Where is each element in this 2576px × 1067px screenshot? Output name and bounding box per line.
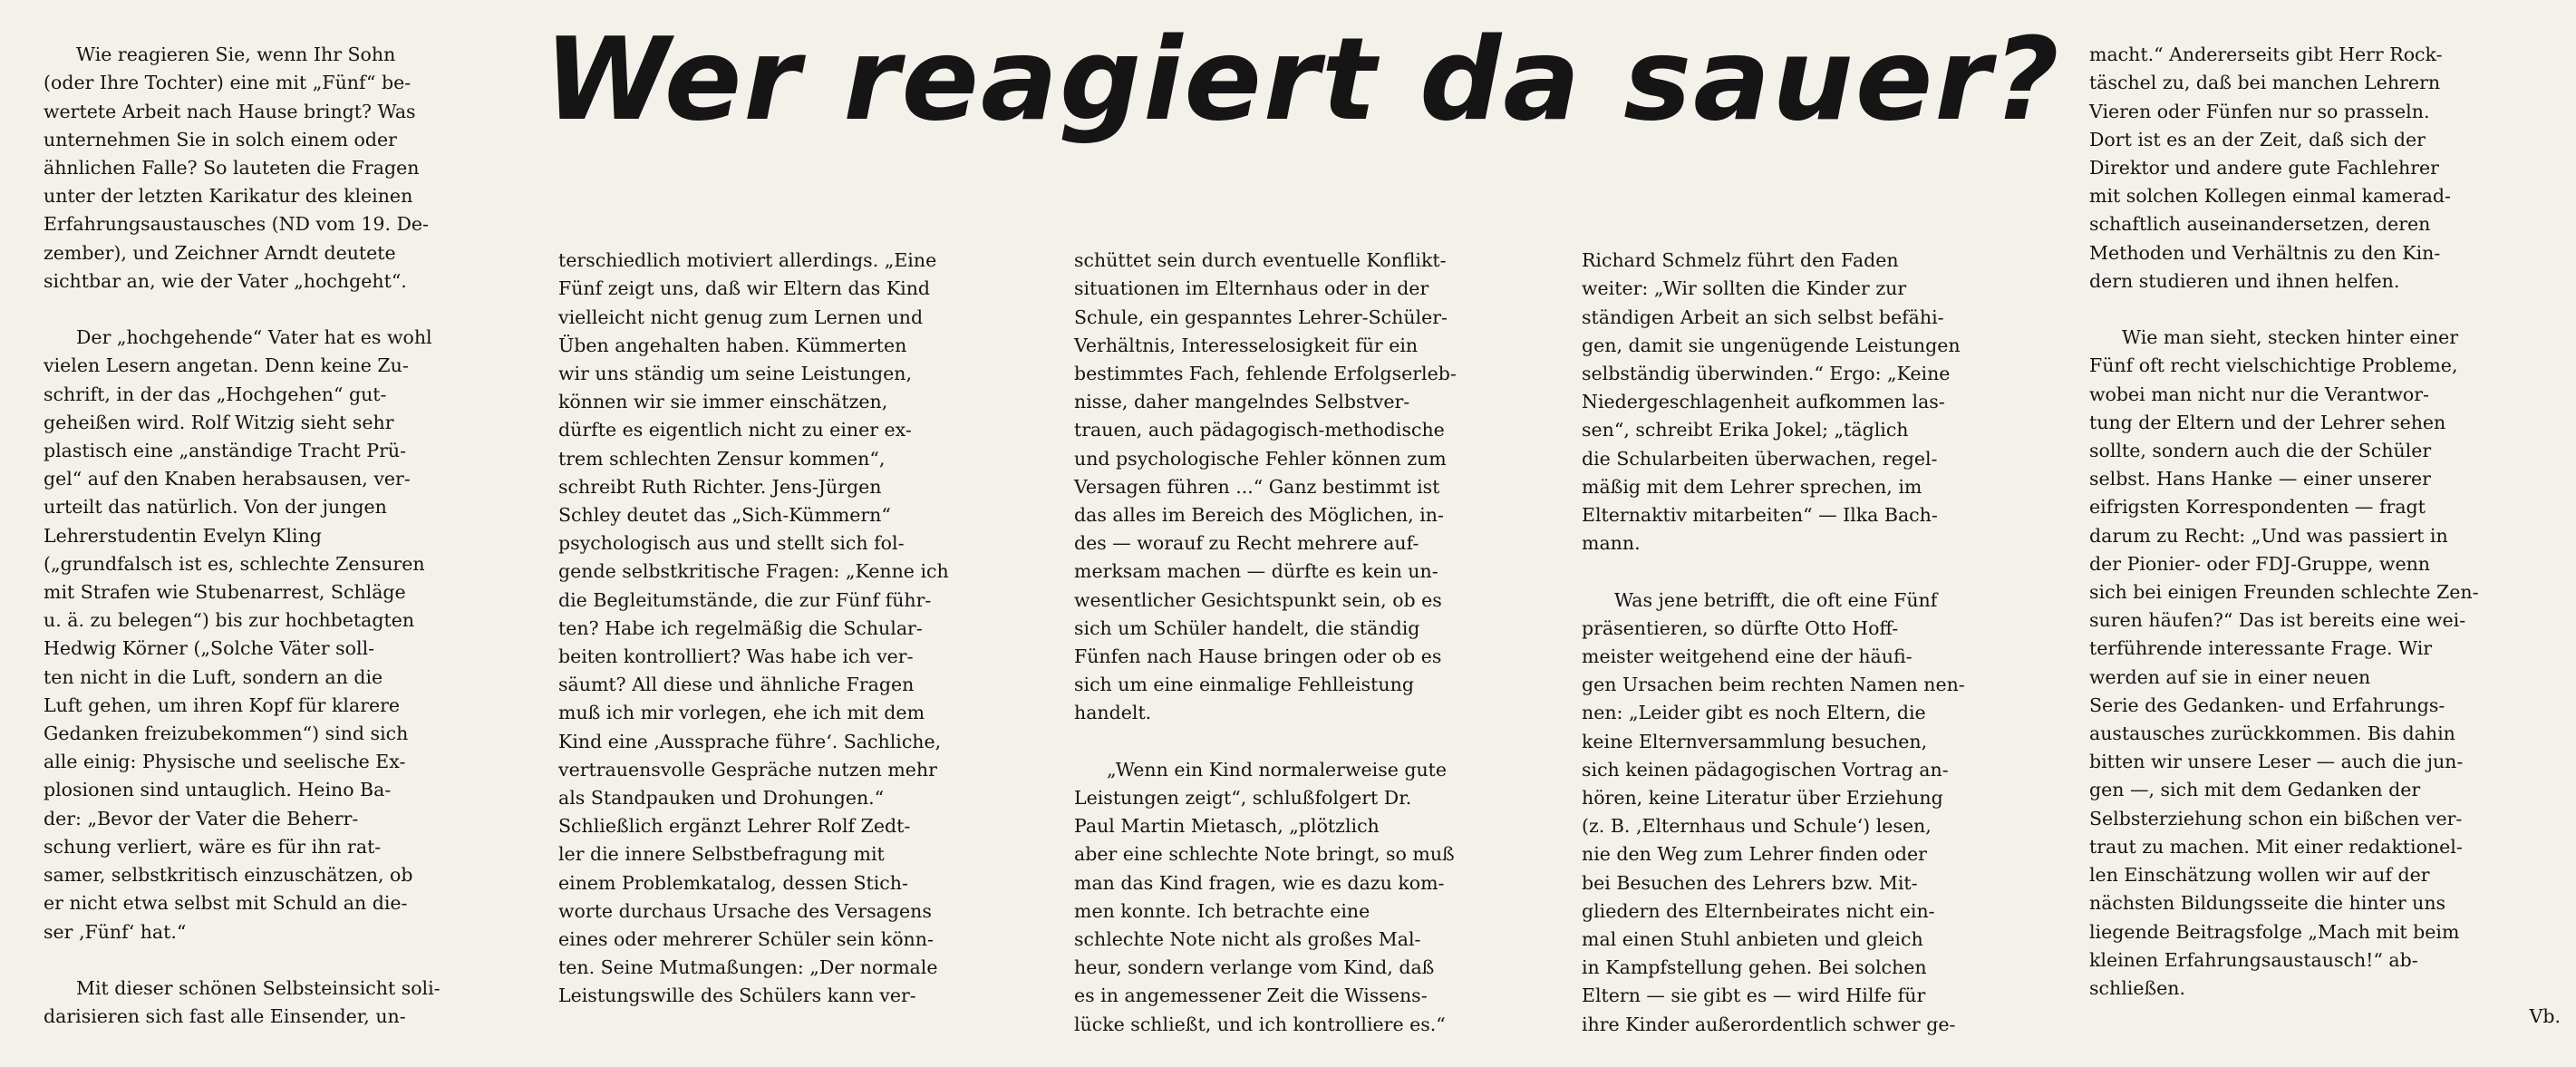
article-column-4	[1582, 218, 2062, 1067]
column-1-paragraph-3: Mit dieser schönen Selbsteinsicht soli- darisieren sich fast alle Einsender, un-	[44, 976, 441, 1028]
article-column-5	[2089, 13, 2561, 1060]
author-signature: Vb.	[2529, 1005, 2561, 1028]
column-1-paragraph-2: Der „hochgehende“ Vater hat es wohl vielen Lesern angetan. Denn keine Zu- schrift, in der das „Hochgehen“ gut- geheißen wird. Rolf Witzig sieht sehr plastisch eine „anständige Tracht Prü- gel“ auf den Knaben herabsausen, ver- urteilt das natürlich. Von der jungen Lehrerstudentin Evelyn Kling („grundfalsch ist es, schlechte Zensuren mit Strafen wie Stubenarrest, Schläge u. ä. zu belegen“) bis zur hochbetagten Hedwig Körner („Solche Väter soll- ten nicht in die Luft, sondern an die Luft gehen, um ihren Kopf für klarere Gedanken freizubekommen“) sind sich alle einig: Physische und seelische Ex- plosionen sind untauglich. Heino Ba- der: „Bevor der Vater die Beherr- schung verliert, wäre es für ihn rat- samer, selbstkritisch einzuschätzen, ob er nicht etwa selbst mit Schuld an die- ser ‚Fünf‘ hat.“	[44, 326, 432, 943]
column-5-paragraph-2: Wie man sieht, stecken hinter einer Fünf oft recht vielschichtige Probleme, wobei man nicht nur die Verantwor- tung der Eltern und der Lehrer sehen sollte, sondern auch die der Schüler selbst. Hans Hanke — einer unserer eifrigsten Korrespondenten — fragt darum zu Recht: „Und was passiert in der Pionier- oder FDJ-Gruppe, wenn sich bei einigen Freunden schlechte Zen- suren häufen?“ Das ist bereits eine wei- terführende interessante Frage. Wir werden auf sie in einer neuen Serie des Gedanken- und Erfahrungs- austausches zurückkommen. Bis dahin bitten wir unsere Leser — auch die jun- gen —, sich mit dem Gedanken der Selbsterziehung schon ein bißchen ver- traut zu machen. Mit einer redaktionel- len Einschätzung wollen wir auf der nächsten Bildungsseite die hinter uns liegende Beitragsfolge „Mach mit beim kleinen Erfahrungsaustausch!“ ab- schließen.	[2089, 326, 2479, 999]
column-4-paragraph-1: Richard Schmelz führt den Faden weiter: „Wir sollten die Kinder zur ständigen Arbeit an sich selbst befähi- gen, damit sie ungenügende Leistungen selbständig überwinden.“ Ergo: „Keine Niedergeschlagenheit aufkommen las- sen“, schreibt Erika Jokel; „täglich die Schularbeiten überwachen, regel- mäßig mit dem Lehrer sprechen, im Elternaktiv mitarbeiten“ — Ilka Bach- mann.	[1582, 249, 1961, 555]
article-column-2	[558, 218, 1030, 1039]
column-2-paragraph-1: terschiedlich motiviert allerdings. „Eine Fünf zeigt uns, daß wir Eltern das Kind vielleicht nicht genug zum Lernen und Üben angehalten haben. Kümmerten wir uns ständig um seine Leistungen, können wir sie immer einschätzen, dürfte es eigentlich nicht zu einer ex- trem schlechten Zensur kommen“, schreibt Ruth Richter. Jens-Jürgen Schley deutet das „Sich-Kümmern“ psychologisch aus und stellt sich fol- gende selbstkritische Fragen: „Kenne ich die Begleitumstände, die zur Fünf führ- ten? Habe ich regelmäßig die Schular- beiten kontrolliert? Was habe ich ver- säumt? All diese und ähnliche Fragen muß ich mir vorlegen, ehe ich mit dem Kind eine ‚Aussprache führe‘. Sachliche, vertrauensvolle Gespräche nutzen mehr als Standpauken und Drohungen.“ Schließlich ergänzt Lehrer Rolf Zedt- ler die innere Selbstbefragung mit einem Problemkatalog, dessen Stich- worte durchaus Ursache des Versagens eines oder mehrerer Schüler sein könn- ten. Seine Mutmaßungen: „Der normale Leistungswille des Schülers kann ver-	[558, 249, 949, 1007]
column-4-paragraph-2: Was jene betrifft, die oft eine Fünf präsentieren, so dürfte Otto Hoff- meister weitgehend eine der häufi- gen Ursachen beim rechten Namen nen- nen: „Leider gibt es noch Eltern, die keine Elternversammlung besuchen, sich keinen pädagogischen Vortrag an- hören, keine Literatur über Erziehung (z. B. ‚Elternhaus und Schule‘) lesen, nie den Weg zum Lehrer finden oder bei Besuchen des Lehrers bzw. Mit- gliedern des Elternbeirates nicht ein- mal einen Stuhl anbieten und gleich in Kampfstellung gehen. Bei solchen Eltern — sie gibt es — wird Hilfe für ihre Kinder außerordentlich schwer ge-	[1582, 588, 1965, 1035]
column-3-paragraph-2: „Wenn ein Kind normalerweise gute Leistungen zeigt“, schlußfolgert Dr. Paul Martin Mietasch, „plötzlich aber eine schlechte Note bringt, so muß man das Kind fragen, wie es dazu kom- men konnte. Ich betrachte eine schlechte Note nicht als großes Mal- heur, sondern verlange vom Kind, daß es in angemessener Zeit die Wissens- lücke schließt, und ich kontrolliere es.“	[1074, 758, 1455, 1035]
headline: Wer reagiert da sauer?	[544, 13, 2061, 146]
column-5-paragraph-1: macht.“ Andererseits gibt Herr Rock- täschel zu, daß bei manchen Lehrern Vieren oder Fünfen nur so prasseln. Dort ist es an der Zeit, daß sich der Direktor und andere gute Fachlehrer mit solchen Kollegen einmal kamerad- schaftlich auseinandersetzen, deren Methoden und Verhältnis zu den Kin- dern studieren und ihnen helfen.	[2089, 44, 2451, 292]
article-column-1	[44, 13, 533, 1060]
column-1-paragraph-1: Wie reagieren Sie, wenn Ihr Sohn (oder Ihre Tochter) eine mit „Fünf“ be- wertete Arbeit nach Hause bringt? Was unternehmen Sie in solch einem oder ähnlichen Falle? So lauteten die Fragen unter der letzten Karikatur des kleinen Erfahrungsaustausches (ND vom 19. De- zember), und Zeichner Arndt deutete sichtbar an, wie der Vater „hochgeht“.	[44, 44, 429, 292]
article-column-3	[1074, 218, 1545, 1067]
column-3-paragraph-1: schüttet sein durch eventuelle Konflikt- situationen im Elternhaus oder in der Schule, ein gespanntes Lehrer-Schüler- Verhältnis, Interesselosigkeit für ein bestimmtes Fach, fehlende Erfolgserleb- nisse, daher mangelndes Selbstver- trauen, auch pädagogisch-methodische und psychologische Fehler können zum Versagen führen ...“ Ganz bestimmt ist das alles im Bereich des Möglichen, in- des — worauf zu Recht mehrere auf- merksam machen — dürfte es kein un- wesentlicher Gesichtspunkt sein, ob es sich um Schüler handelt, die ständig Fünfen nach Hause bringen oder ob es sich um eine einmalige Fehlleistung handelt.	[1074, 249, 1457, 724]
